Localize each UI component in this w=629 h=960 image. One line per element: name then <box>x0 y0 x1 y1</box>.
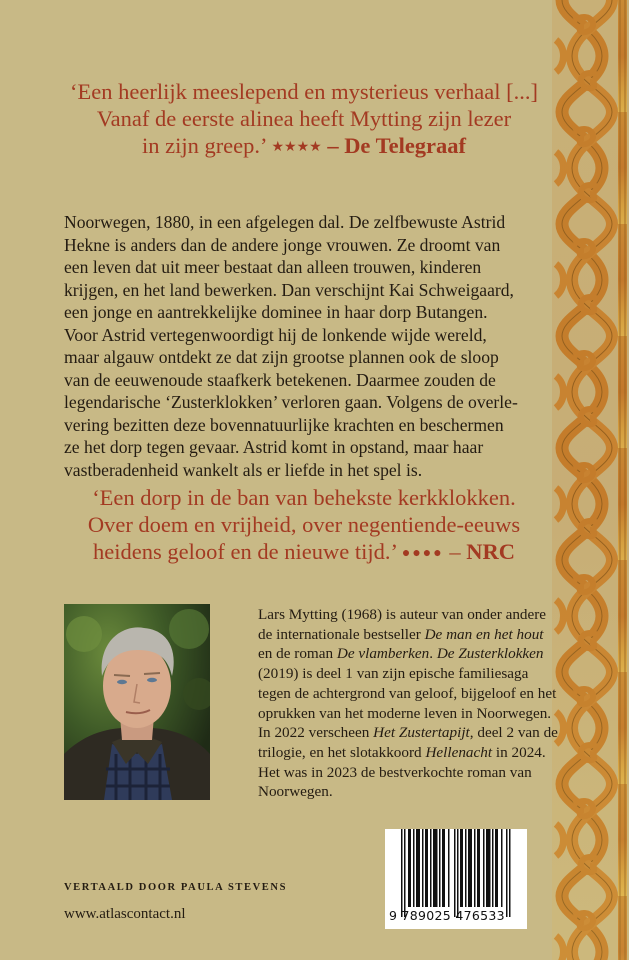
barcode-bars <box>401 829 511 917</box>
book-title: De Zusterklokken <box>436 645 544 663</box>
synopsis-line: een jonge en aantrekkelijke dominee in haar dorp Butangen. <box>64 302 488 322</box>
book-title: Het Zustertapijt <box>373 724 470 742</box>
quote-line <box>64 132 544 161</box>
quote-source: NRC <box>466 539 515 564</box>
synopsis-line: vastberadenheid wankelt als er liefde in het spel is. <box>64 459 423 480</box>
translator-credit: VERTAALD DOOR PAULA STEVENS <box>64 882 288 893</box>
star-rating-icon: ★★★★ <box>271 140 322 155</box>
bio-line: de internationale bestseller De man en het hout <box>258 625 544 643</box>
bio-line: Noorwegen. <box>258 783 333 801</box>
quote-dash: – <box>449 539 461 564</box>
synopsis-line: krijgen, en het land bewerken. Dan verschijnt Kai Schweigaard, <box>64 279 514 300</box>
dot-rating-icon: ●●●● <box>401 546 444 561</box>
synopsis-line: legendarische ‘Zusterklokken’ verloren gaan. Volgens de overle- <box>64 392 518 412</box>
quote-text: in zijn greep.’ <box>141 133 266 158</box>
synopsis-line: ze het dorp tegen gevaar. Astrid komt in opstand, maar haar <box>64 437 484 457</box>
synopsis-line: Hekne is anders dan de andere jonge vrouwen. Ze droomt van <box>64 234 501 255</box>
quote-source: De Telegraaf <box>344 133 467 158</box>
publisher-url[interactable]: www.atlascontact.nl <box>64 906 186 922</box>
quote-line: Vanaf de eerste alinea heeft Mytting zijn lezer <box>96 106 512 131</box>
ornamental-border <box>552 0 629 960</box>
book-title: De man en het hout <box>424 625 544 643</box>
bio-line: oprukken van het moderne leven in Noorwegen. <box>258 704 552 722</box>
bio-line: Het was in 2023 de bestverkochte roman van <box>258 763 532 781</box>
synopsis-line: van de eeuwenoude staafkerk betekenen. Daarmee zouden de <box>64 369 496 390</box>
synopsis-line: Noorwegen, 1880, in een afgelegen dal. De zelfbewuste Astrid <box>64 212 506 232</box>
quote-line: Over doem en vrijheid, over negentiende-eeuws <box>87 512 521 537</box>
review-quote-telegraaf <box>64 78 544 161</box>
bio-line: (2019) is deel 1 van zijn epische familiesaga <box>258 665 529 683</box>
quote-line: ‘Een dorp in de ban van behekste kerkklokken. <box>92 485 516 510</box>
review-quote-nrc <box>64 484 544 567</box>
bio-line: en de roman De vlamberken. De Zusterklokken <box>258 645 544 663</box>
book-title: De vlamberken <box>336 645 430 663</box>
quote-line <box>64 538 544 567</box>
synopsis-line: Voor Astrid vertegenwoordigt hij de lonkende wijde wereld, <box>64 324 487 345</box>
book-title: Hellenacht <box>425 743 493 761</box>
synopsis-line: vering bezitten deze bovennatuurlijke krachten en beschermen <box>64 414 504 435</box>
isbn-barcode <box>385 829 527 929</box>
quote-text: heidens geloof en de nieuwe tijd.’ <box>93 539 397 564</box>
author-photo <box>64 604 210 800</box>
isbn-number: 9 789025 476533 <box>389 908 505 923</box>
bio-line: In 2022 verscheen Het Zustertapijt, deel 2 van de <box>258 724 558 742</box>
synopsis-line: een leven dat uit meer bestaat dan alleen trouwen, kinderen <box>64 257 482 277</box>
author-bio <box>258 605 558 802</box>
quote-dash: – <box>327 133 339 158</box>
bio-line: Lars Mytting (1968) is auteur van onder andere <box>258 606 547 623</box>
synopsis-line: maar algauw ontdekt ze dat zijn grootse plannen ook de sloop <box>64 347 499 367</box>
book-synopsis <box>64 211 554 481</box>
bio-line: tegen de achtergrond van geloof, bijgeloof en het <box>258 684 557 702</box>
quote-line: ‘Een heerlijk meeslepend en mysterieus verhaal [...] <box>70 79 538 104</box>
bio-line: trilogie, en het slotakkoord Hellenacht in 2024. <box>258 743 546 761</box>
